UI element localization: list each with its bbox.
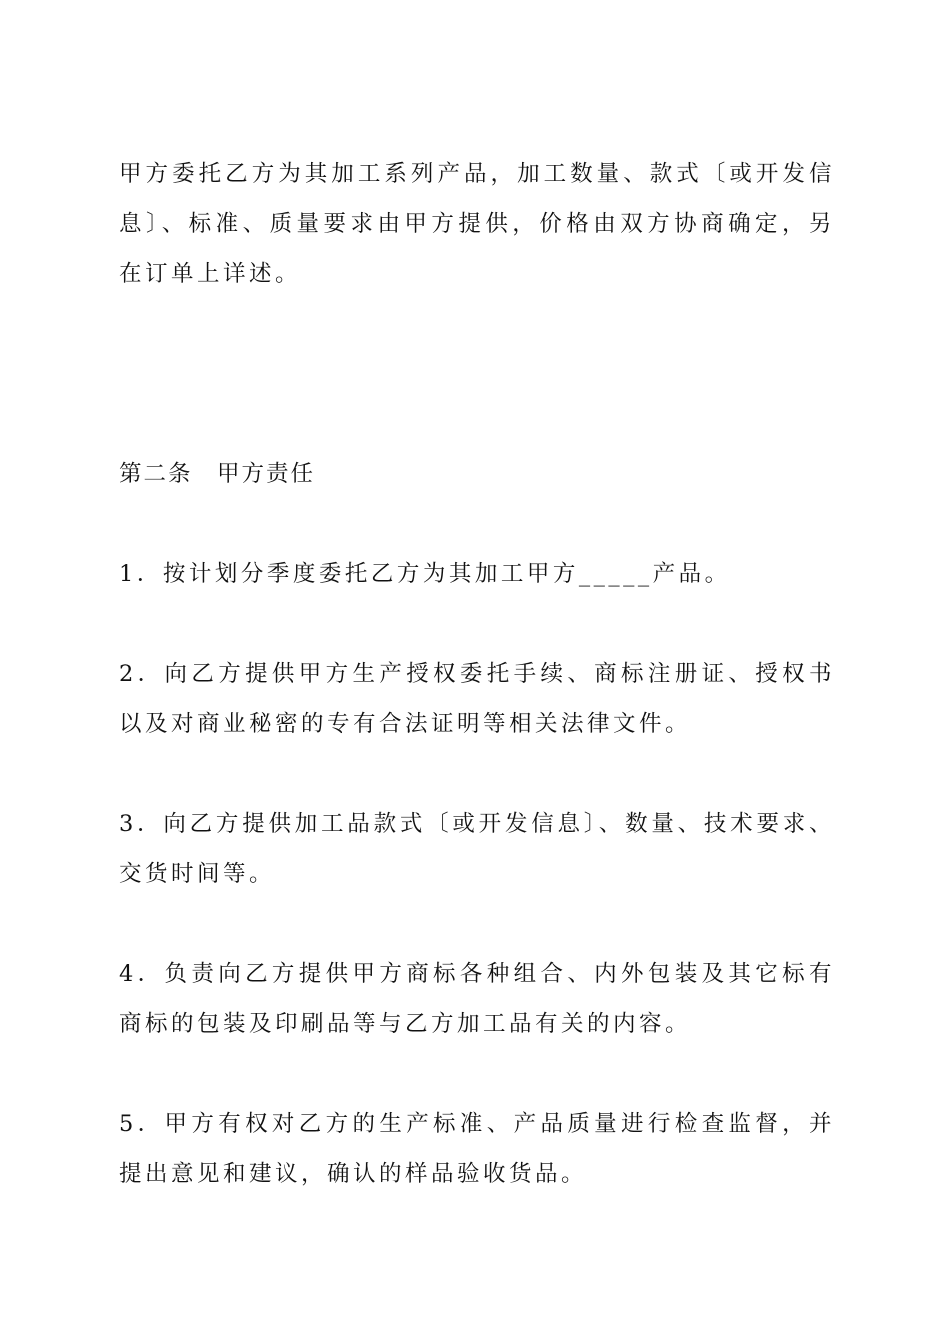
clause-item: 1．按计划分季度委托乙方为其加工甲方_____产品。 [119,561,731,587]
section-heading: 第二条 甲方责任 [119,461,316,487]
clause-item: 5．甲方有权对乙方的生产标准、产品质量进行检查监督，并提出意见和建议，确认的样品验收货品。 [119,1111,835,1187]
intro-paragraph: 甲方委托乙方为其加工系列产品，加工数量、款式〔或开发信息〕、标准、质量要求由甲方提供，价格由双方协商确定，另在订单上详述。 [119,161,835,287]
clause-item: 3．向乙方提供加工品款式〔或开发信息〕、数量、技术要求、交货时间等。 [119,811,835,887]
clause-item: 4．负责向乙方提供甲方商标各种组合、内外包装及其它标有商标的包装及印刷品等与乙方加工品有关的内容。 [119,961,835,1037]
clause-item: 2．向乙方提供甲方生产授权委托手续、商标注册证、授权书以及对商业秘密的专有合法证明等相关法律文件。 [119,661,835,737]
